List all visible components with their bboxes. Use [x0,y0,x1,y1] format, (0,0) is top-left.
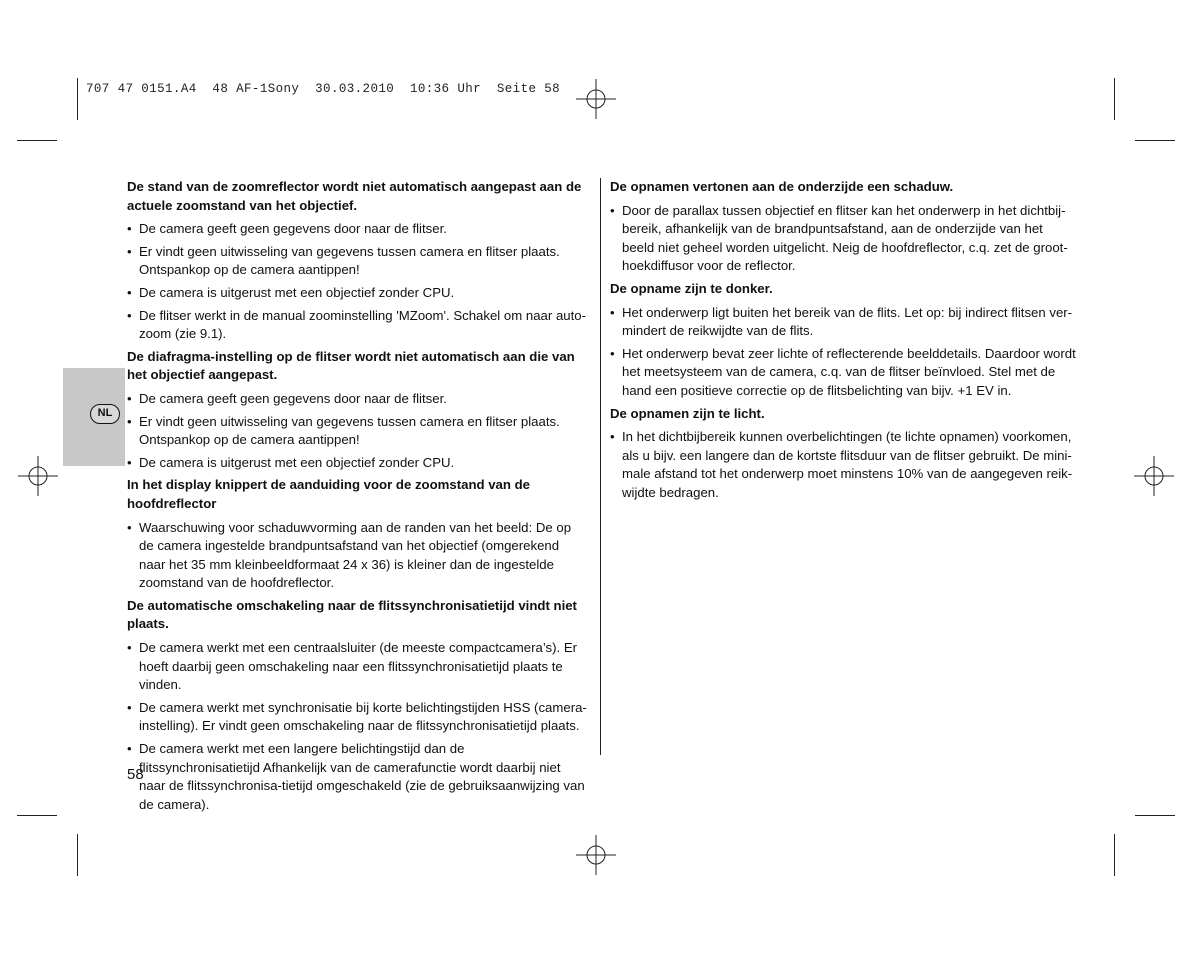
bullet-item: • De camera geeft geen gegevens door naar de flitser. [127,220,589,239]
left-column [127,178,589,818]
section-heading: De opname zijn te donker. [610,280,773,296]
section-heading: In het display knippert de aanduiding voor de zoomstand van de hoofdreflector [127,477,531,511]
crop-mark-br-horizontal [1135,815,1175,816]
bullet-item: • De camera werkt met een langere belichtingstijd dan de flitssynchronisatietijd Afhankelijk van de camerafunctie wordt daarbij niet naar de flitssynchronisa-tietijd omgeschakeld (zie de gebruiksaanwijzing van de camera). [127,740,589,814]
crop-mark-tl-horizontal [17,140,57,141]
section-heading: De automatische omschakeling naar de flitssynchronisatietijd vindt niet plaats. [127,597,577,632]
registration-mark-top-icon [576,79,616,119]
registration-mark-right-icon [1134,456,1174,496]
registration-mark-bottom-icon [576,835,616,875]
crop-mark-bl-vertical [77,834,78,876]
crop-mark-br-vertical [1114,834,1115,876]
bullet-item: • De camera is uitgerust met een objectief zonder CPU. [127,454,589,473]
crop-mark-tr-horizontal [1135,140,1175,141]
bullet-item: • Het onderwerp bevat zeer lichte of reflecterende beelddetails. Daardoor wordt het meetsysteem van de camera, c.q. van de flitser beïnvloed. Stel met de hand een positieve correctie op de flitsbelichting van bijv. +1 EV in. [610,345,1076,401]
crop-mark-bl-horizontal [17,815,57,816]
bullet-item: • Er vindt geen uitwisseling van gegevens tussen camera en flitser plaats. Ontspankop op de camera aantippen! [127,413,589,450]
section-heading: De opnamen zijn te licht. [610,405,765,421]
bullet-item: • Er vindt geen uitwisseling van gegevens tussen camera en flitser plaats. Ontspankop op de camera aantippen! [127,243,589,280]
registration-mark-left-icon [18,456,58,496]
section-heading: De diafragma-instelling op de flitser wordt niet automatisch aan die van het objectief aangepast. [127,348,575,383]
language-badge: NL [90,404,120,424]
section-heading: De stand van de zoomreflector wordt niet automatisch aangepast aan de actuele zoomstand van het objectief. [127,179,582,213]
crop-mark-tl-vertical [77,78,78,120]
bullet-item: • Door de parallax tussen objectief en flitser kan het onderwerp in het dichtbij-bereik, afhankelijk van de brandpuntsafstand, aan de onderzijde van het beeld niet geheel worden uitgelicht. Neig de hoofdreflector, c.q. zet de groot-hoekdiffusor voor de reflector. [610,202,1076,276]
bullet-item: • De flitser werkt in de manual zoominstelling 'MZoom'. Schakel om naar auto-zoom (zie 9.1). [127,307,589,344]
bullet-item: • De camera geeft geen gegevens door naar de flitser. [127,390,589,409]
page-number: 58 [127,766,144,783]
print-slug: 707 47 0151.A4 48 AF-1Sony 30.03.2010 10:36 Uhr Seite 58 [86,82,561,96]
bullet-item: • In het dichtbijbereik kunnen overbelichtingen (te lichte opnamen) voorkomen, als u bijv. een langere dan de kortste flitsduur van de flitser gebruikt. De mini-male afstand tot het onderwerp moet minstens 10% van de aangegeven reik-wijdte bedragen. [610,428,1076,502]
column-divider [600,178,601,755]
bullet-item: • De camera werkt met een centraalsluiter (de meeste compactcamera’s). Er hoeft daarbij geen omschakeling naar een flitssynchronisatietijd plaats te vinden. [127,639,589,695]
bullet-item: • De camera is uitgerust met een objectief zonder CPU. [127,284,589,303]
bullet-item: • Het onderwerp ligt buiten het bereik van de flits. Let op: bij indirect flitsen ver-mindert de reikwijdte van de flits. [610,304,1076,341]
bullet-item: • Waarschuwing voor schaduwvorming aan de randen van het beeld: De op de camera ingestelde brandpuntsafstand van het objectief (omgerekend naar het 35 mm kleinbeeldformaat 24 x 36) is kleiner dan de ingestelde zoomstand van de hoofdreflector. [127,519,589,593]
bullet-item: • De camera werkt met synchronisatie bij korte belichtingstijden HSS (camera-instelling). Er vindt geen omschakeling naar de flitssynchronisatietijd plaats. [127,699,589,736]
crop-mark-tr-vertical [1114,78,1115,120]
section-heading: De opnamen vertonen aan de onderzijde een schaduw. [610,179,954,194]
right-column [610,178,1076,507]
